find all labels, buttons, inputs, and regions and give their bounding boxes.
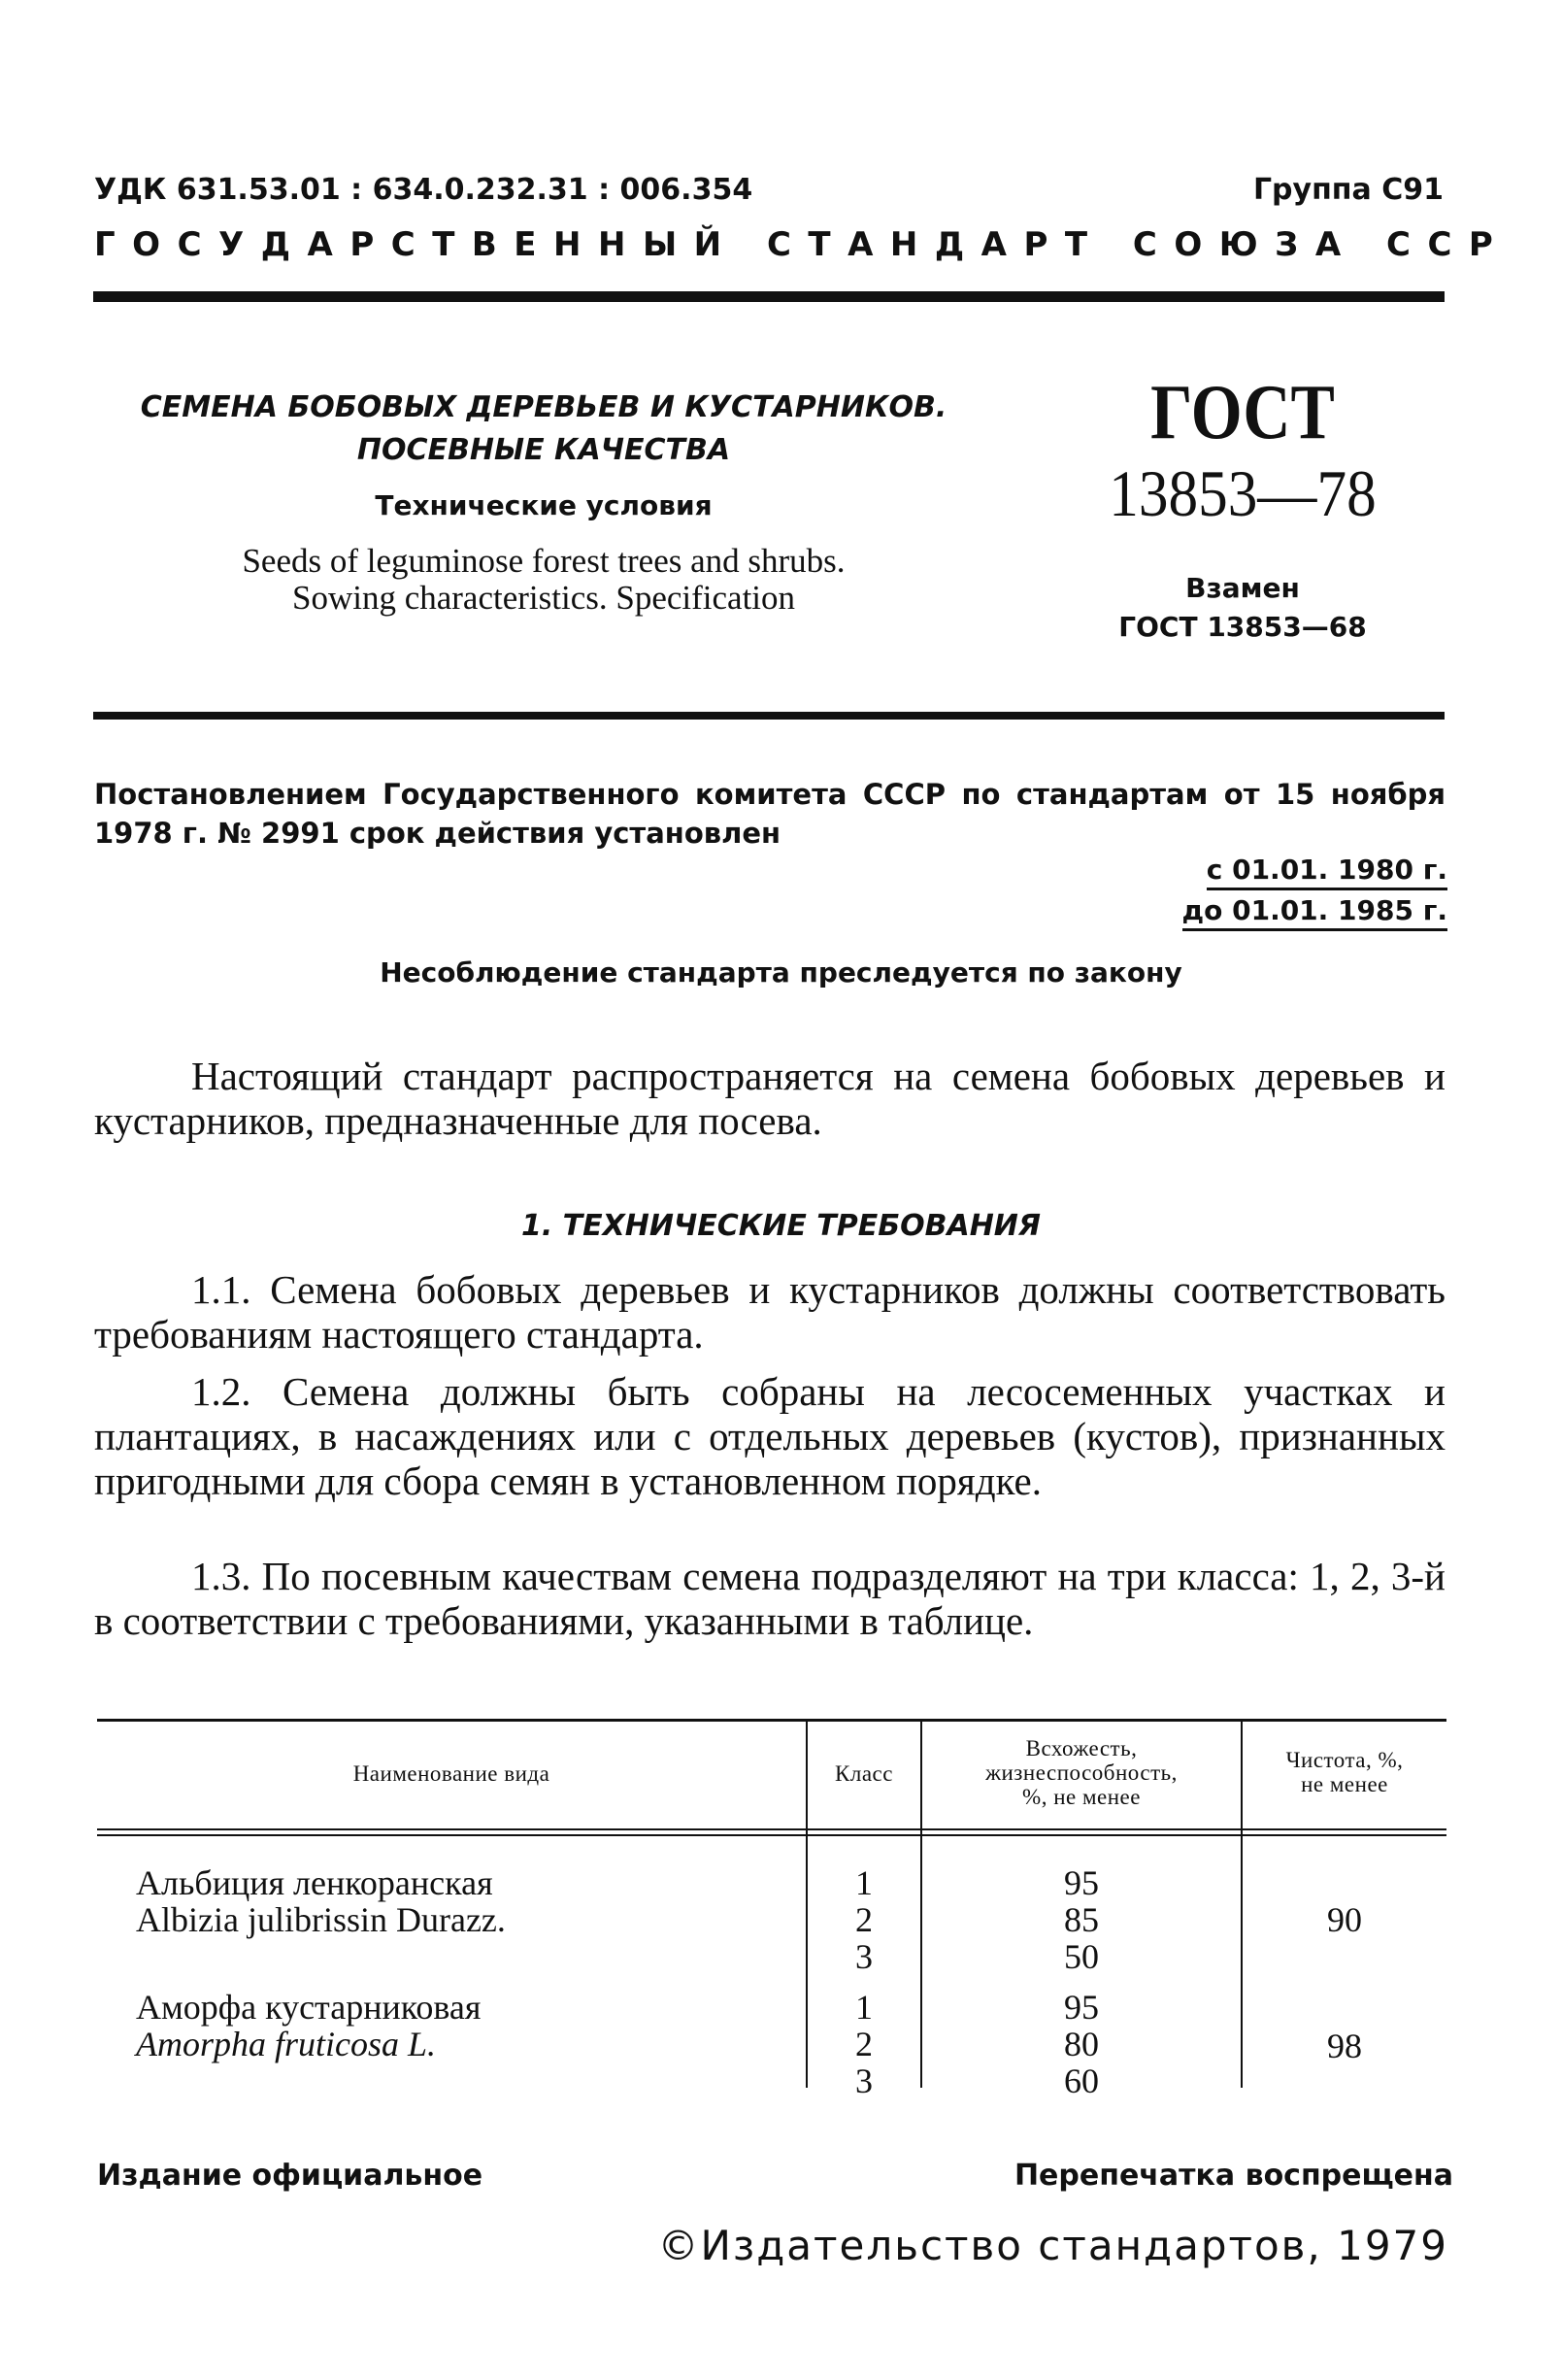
th-germination-line-2: жизнеспособность,	[985, 1760, 1178, 1785]
validity-dates	[1182, 850, 1448, 931]
row1-purity: 90	[1327, 1900, 1362, 1939]
table-top-rule	[97, 1719, 1446, 1722]
row2-germination	[922, 1989, 1241, 2099]
th-class: Класс	[835, 1761, 893, 1786]
th-purity	[1243, 1748, 1446, 1796]
copyright: ©Издательство стандартов, 1979	[657, 2222, 1448, 2269]
paragraph-1-2: 1.2. Семена должны быть собраны на лесосеменных участках и плантациях, в насаждениях или с отдельных деревьев (кустов), признанных пригодными для сбора семян в установленном порядке.	[94, 1369, 1446, 1503]
title-ru-line-2: ПОСЕВНЫЕ КАЧЕСТВА	[356, 433, 731, 467]
row1-classes	[808, 1864, 920, 1975]
gost-label: ГОСТ	[1150, 370, 1335, 455]
th-name: Наименование вида	[352, 1761, 550, 1786]
row1-name-lat: Albizia julibrissin Durazz.	[136, 1900, 506, 1939]
intro-paragraph: Настоящий стандарт распространяется на семена бобовых деревьев и кустарников, предназначенные для посева.	[94, 1054, 1446, 1143]
row2-class-3: 3	[855, 2062, 873, 2100]
gost-block	[1048, 369, 1437, 647]
row2-name-lat: Amorpha fruticosa L.	[136, 2025, 437, 2063]
row1-name-ru: Альбиция ленкоранская	[136, 1863, 493, 1902]
row1-germ-2: 85	[1064, 1900, 1099, 1939]
law-notice: Несоблюдение стандарта преследуется по закону	[380, 956, 1182, 989]
seed-quality-table	[97, 1719, 1446, 2100]
row2-name-ru: Аморфа кустарниковая	[136, 1988, 482, 2027]
replaces-label: Взамен	[1185, 572, 1300, 604]
row2-germ-3: 60	[1064, 2062, 1099, 2100]
gost-number: 13853—78	[1109, 456, 1377, 530]
group-code: Группа С91	[1252, 173, 1444, 207]
row2-purity: 98	[1327, 2027, 1362, 2065]
row2-classes	[808, 1989, 920, 2099]
th-germination	[922, 1736, 1241, 1809]
title-en-line-2: Sowing characteristics. Specification	[291, 579, 796, 617]
row1-germination	[922, 1864, 1241, 1975]
valid-to: до 01.01. 1985 г.	[1182, 894, 1448, 931]
row2-germ-1: 95	[1064, 1988, 1099, 2027]
th-germination-line-1: Всхожесть,	[1025, 1736, 1138, 1760]
th-purity-line-2: не менее	[1301, 1772, 1388, 1796]
paragraph-1-1: 1.1. Семена бобовых деревьев и кустарников должны соответствовать требованиям настоящего стандарта.	[94, 1267, 1446, 1357]
row1-germ-3: 50	[1064, 1937, 1099, 1976]
valid-from: с 01.01. 1980 г.	[1207, 854, 1447, 890]
th-germination-line-3: %, не менее	[1022, 1785, 1141, 1809]
row2-class-2: 2	[855, 2025, 873, 2063]
state-standard-title: ГОСУДАРСТВЕННЫЙ СТАНДАРТ СОЮЗА ССР	[94, 225, 1511, 264]
row1-class-1: 1	[855, 1863, 873, 1902]
document-title-block	[107, 386, 980, 617]
paragraph-1-3: 1.3. По посевным качествам семена подразделяют на три класса: 1, 2, 3-й в соответствии с требованиями, указанными в таблице.	[94, 1554, 1446, 1643]
row2-class-1: 1	[855, 1988, 873, 2027]
decree-text: Постановлением Государственного комитета СССР по стандартам от 15 ноября 1978 г. № 2991 срок действия установлен	[94, 778, 1446, 850]
header-rule	[93, 291, 1445, 302]
no-reprint: Перепечатка воспрещена	[1014, 2159, 1453, 2193]
row1-class-3: 3	[855, 1937, 873, 1976]
title-ru-line-1: СЕМЕНА БОБОВЫХ ДЕРЕВЬЕВ И КУСТАРНИКОВ.	[140, 390, 947, 424]
title-en-line-1: Seeds of leguminose forest trees and shrubs.	[242, 542, 846, 580]
table-header-rule-2	[97, 1834, 1446, 1836]
title-subtitle: Технические условия	[375, 489, 713, 521]
replaces-value: ГОСТ 13853—68	[1118, 611, 1367, 643]
row2-germ-2: 80	[1064, 2025, 1099, 2063]
th-purity-line-1: Чистота, %,	[1285, 1748, 1404, 1772]
row1-germ-1: 95	[1064, 1863, 1099, 1902]
table-header-rule-1	[97, 1828, 1446, 1830]
udk-code: УДК 631.53.01 : 634.0.232.31 : 006.354	[94, 173, 753, 207]
title-rule	[93, 712, 1445, 720]
row1-class-2: 2	[855, 1900, 873, 1939]
section-heading: 1. ТЕХНИЧЕСКИЕ ТРЕБОВАНИЯ	[520, 1209, 1042, 1243]
official-edition: Издание официальное	[97, 2159, 483, 2193]
